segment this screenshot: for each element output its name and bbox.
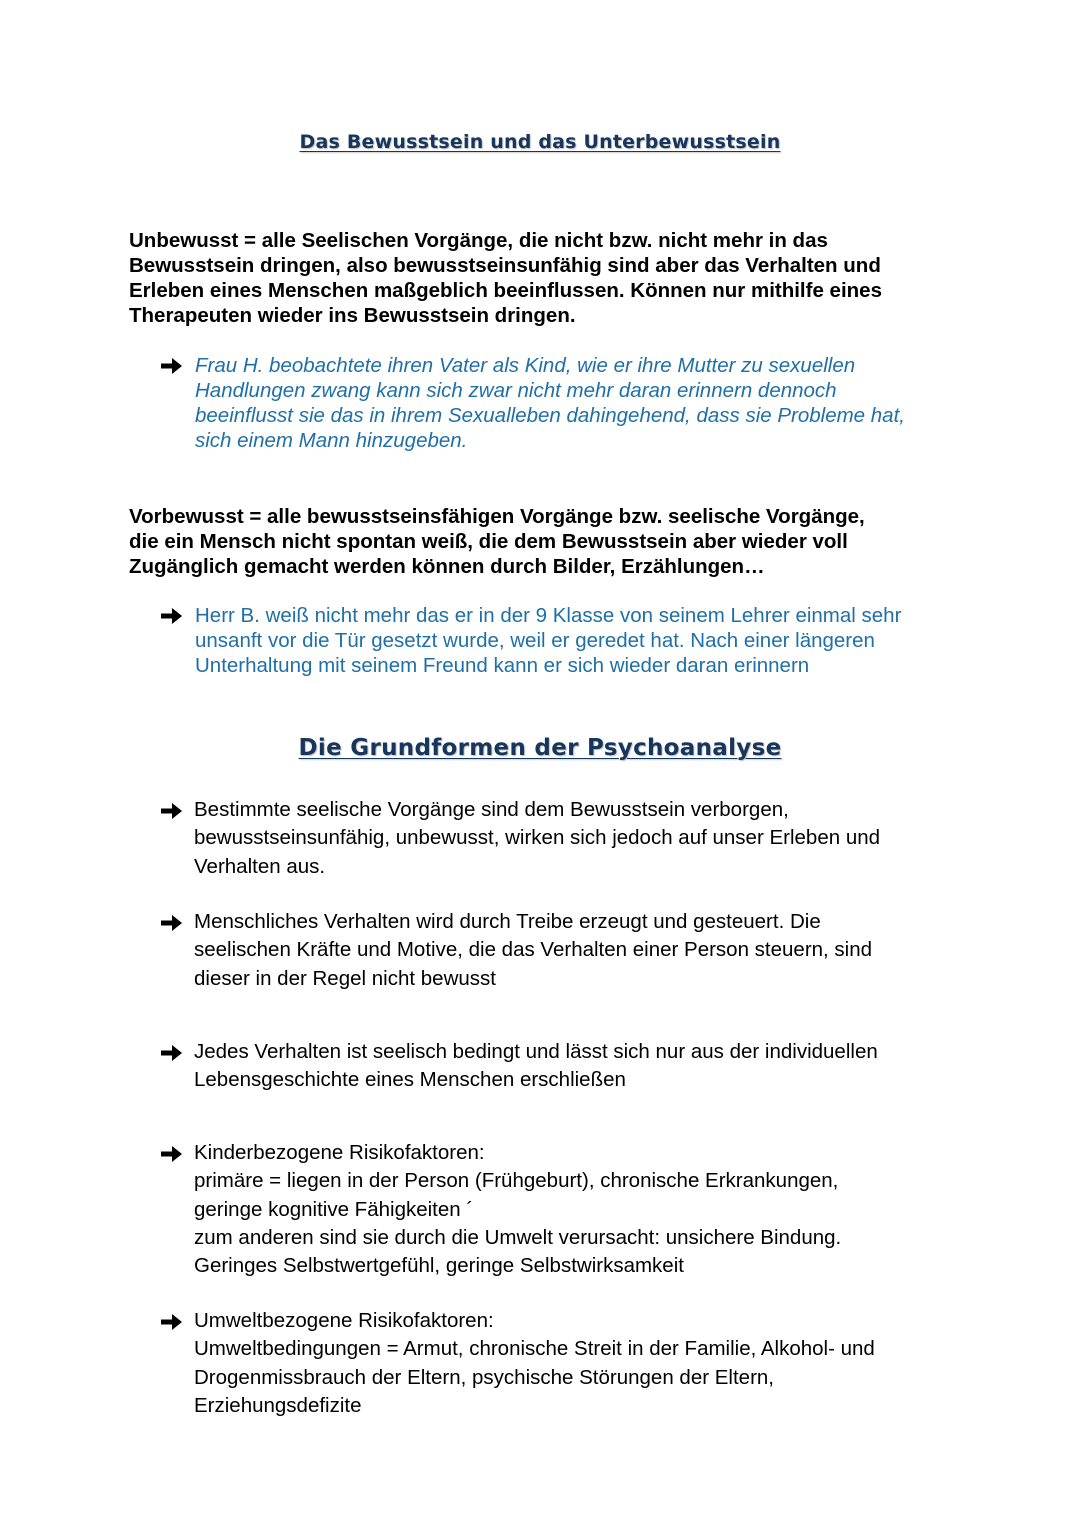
bullet-line: primäre = liegen in der Person (Frühgeburt), chronische Erkrankungen, xyxy=(194,1169,839,1193)
bullet-line: bewusstseinsunfähig, unbewusst, wirken sich jedoch auf unser Erleben und xyxy=(194,826,881,850)
bullet-line: Drogenmissbrauch der Eltern, psychische Störungen der Eltern, xyxy=(194,1365,774,1389)
bullet-item xyxy=(194,796,964,881)
bullet-line: Jedes Verhalten ist seelisch bedingt und lässt sich nur aus der individuellen xyxy=(194,1040,878,1063)
bullet-item xyxy=(194,1307,964,1420)
definition-line: Vorbewusst = alle bewusstseinsfähigen Vorgänge bzw. seelische Vorgänge, xyxy=(129,505,865,528)
bullet-item xyxy=(194,1038,964,1095)
definition-line: Unbewusst = alle Seelischen Vorgänge, die nicht bzw. nicht mehr in das xyxy=(129,229,828,252)
definition-line: die ein Mensch nicht spontan weiß, die dem Bewusstsein aber wieder voll xyxy=(129,530,848,553)
definition-unbewusst xyxy=(129,228,959,328)
bullet-line: Erziehungsdefizite xyxy=(194,1393,362,1417)
bullet-line: zum anderen sind sie durch die Umwelt verursacht: unsichere Bindung. xyxy=(194,1225,842,1249)
bullet-line: Verhalten aus. xyxy=(194,854,326,878)
example-line: beeinflusst sie das in ihrem Sexualleben dahingehend, dass sie Probleme hat, xyxy=(195,404,905,427)
example-line: Frau H. beobachtete ihren Vater als Kind, wie er ihre Mutter zu sexuellen xyxy=(195,354,856,377)
arrow-right-icon xyxy=(160,913,184,933)
arrow-right-icon xyxy=(160,801,184,821)
definition-line: Erleben eines Menschen maßgeblich beeinflussen. Können nur mithilfe eines xyxy=(129,279,882,302)
arrow-right-icon xyxy=(160,1043,184,1063)
example-line: Handlungen zwang kann sich zwar nicht mehr daran erinnern dennoch xyxy=(195,379,837,402)
bullet-item xyxy=(194,1139,964,1280)
section-heading-bewusstsein: Das Bewusstsein und das Unterbewusstsein xyxy=(299,131,781,153)
bullet-line: seelischen Kräfte und Motive, die das Verhalten einer Person steuern, sind xyxy=(194,938,873,962)
bullet-line: Menschliches Verhalten wird durch Treibe erzeugt und gesteuert. Die xyxy=(194,910,821,933)
definition-line: Therapeuten wieder ins Bewusstsein dringen. xyxy=(129,304,576,327)
definition-vorbewusst xyxy=(129,504,959,579)
arrow-right-icon xyxy=(160,1312,184,1332)
bullet-line: Lebensgeschichte eines Menschen erschließen xyxy=(194,1068,626,1092)
bullet-line: geringe kognitive Fähigkeiten ´ xyxy=(194,1197,474,1221)
bullet-line: Kinderbezogene Risikofaktoren: xyxy=(194,1141,485,1164)
definition-line: Zugänglich gemacht werden können durch Bilder, Erzählungen… xyxy=(129,555,765,578)
example-vorbewusst xyxy=(195,603,965,678)
arrow-right-icon xyxy=(160,356,184,376)
bullet-line: Bestimmte seelische Vorgänge sind dem Bewusstsein verborgen, xyxy=(194,798,789,821)
bullet-line: Umweltbezogene Risikofaktoren: xyxy=(194,1309,494,1332)
example-line: Herr B. weiß nicht mehr das er in der 9 Klasse von seinem Lehrer einmal sehr xyxy=(195,604,902,627)
bullet-line: Geringes Selbstwertgefühl, geringe Selbstwirksamkeit xyxy=(194,1254,684,1278)
example-line: unsanft vor die Tür gesetzt wurde, weil er geredet hat. Nach einer längeren xyxy=(195,629,875,652)
bullet-line: dieser in der Regel nicht bewusst xyxy=(194,966,496,990)
example-line: Unterhaltung mit seinem Freund kann er sich wieder daran erinnern xyxy=(195,654,810,677)
section-heading-psychoanalyse: Die Grundformen der Psychoanalyse xyxy=(298,735,782,761)
bullet-line: Umweltbedingungen = Armut, chronische Streit in der Familie, Alkohol- und xyxy=(194,1337,875,1361)
arrow-right-icon xyxy=(160,606,184,626)
arrow-right-icon xyxy=(160,1144,184,1164)
example-line: sich einem Mann hinzugeben. xyxy=(195,429,468,452)
bullet-item xyxy=(194,908,964,993)
example-unbewusst xyxy=(195,353,965,453)
definition-line: Bewusstsein dringen, also bewusstseinsunfähig sind aber das Verhalten und xyxy=(129,254,881,277)
